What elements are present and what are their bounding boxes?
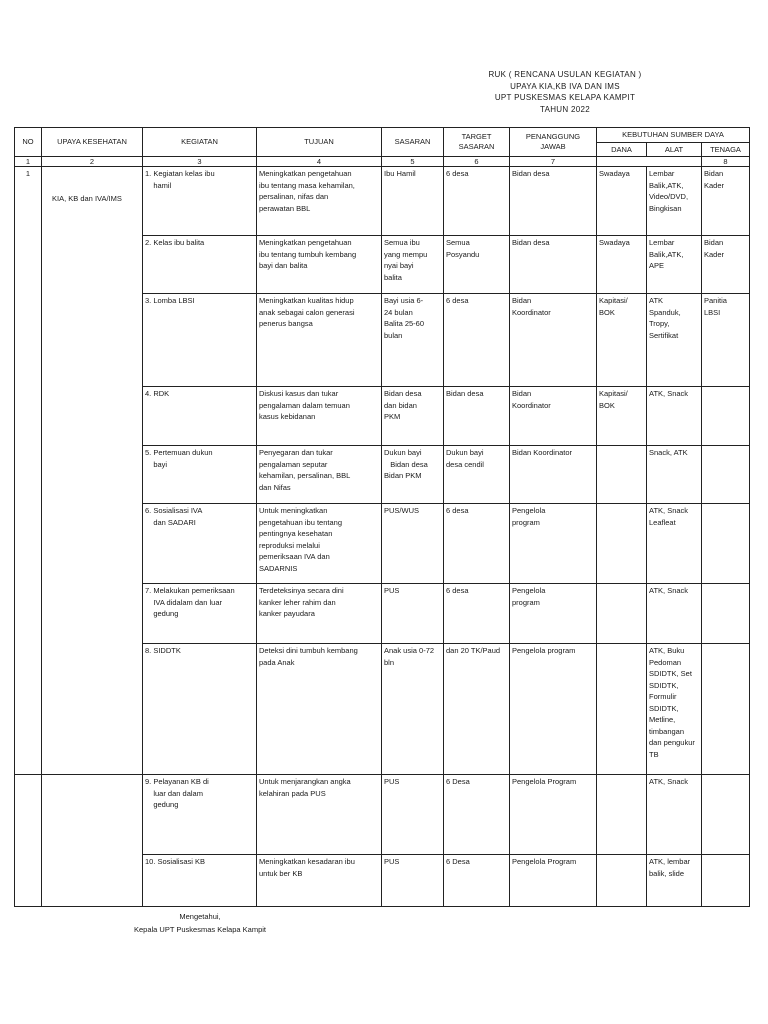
dana-cell-line: BOK [599, 400, 615, 410]
target-cell-line: 6 Desa [446, 857, 470, 866]
kegiatan-cell [143, 584, 257, 644]
kegiatan-cell [143, 504, 257, 584]
tujuan-cell-line: kelahiran pada PUS [259, 788, 326, 798]
sasaran-cell [382, 644, 444, 775]
column-number: 1 [15, 157, 42, 167]
tujuan-cell-line: ibu tentang masa kehamilan, [259, 180, 355, 190]
tujuan-cell-line: kasus kebidanan [259, 412, 316, 421]
penanggung-jawab-cell [510, 775, 597, 855]
alat-cell [647, 167, 702, 236]
kegiatan-cell [143, 446, 257, 504]
kegiatan-cell [143, 855, 257, 907]
signature-acknowledged: Mengetahui, [179, 912, 221, 921]
col-header-target-line2: SASARAN [458, 142, 495, 151]
kegiatan-cell-line: 5. Pertemuan dukun [145, 448, 213, 457]
alat-cell-line: Balik,ATK, [649, 180, 684, 190]
alat-cell-line: ATK, Buku [649, 646, 685, 655]
sasaran-cell [382, 855, 444, 907]
header-title: RUK ( RENCANA USULAN KEGIATAN ) [488, 70, 642, 79]
tenaga-cell [702, 584, 750, 644]
column-number-empty [597, 157, 702, 167]
target-cell-line: 6 desa [446, 169, 469, 178]
column-number: 2 [42, 157, 143, 167]
alat-cell [647, 387, 702, 446]
tujuan-cell-line: perawatan BBL [259, 203, 311, 213]
kegiatan-cell-line: 2. Kelas ibu balita [145, 238, 205, 247]
alat-cell-line: Snack, ATK [649, 448, 688, 457]
tujuan-cell-line: Meningkatkan pengetahuan [259, 238, 352, 247]
tujuan-cell-line: Penyegaran dan tukar [259, 448, 333, 457]
penanggung-jawab-cell [510, 294, 597, 387]
sasaran-cell-line: yang mempu [384, 249, 428, 259]
tenaga-cell-line: LBSI [704, 307, 721, 317]
sasaran-cell-line: Bidan PKM [384, 471, 422, 480]
alat-cell-line: SDIDTK, [649, 680, 679, 690]
tujuan-cell [257, 504, 382, 584]
dana-cell-line: Kapitasi/ [599, 296, 628, 305]
target-cell [444, 294, 510, 387]
sasaran-cell [382, 446, 444, 504]
tujuan-cell [257, 294, 382, 387]
sasaran-cell-line: Anak usia 0-72 [384, 646, 435, 655]
alat-cell-line: ATK, lembar [649, 857, 691, 866]
tujuan-cell-line: Untuk menjarangkan angka [259, 777, 351, 786]
column-number: 7 [510, 157, 597, 167]
dana-cell-line: Swadaya [599, 238, 630, 247]
target-cell-line: Bidan desa [446, 389, 484, 398]
tenaga-cell-line: Panitia [704, 296, 727, 305]
penanggung-jawab-cell-line: Pengelola [512, 586, 546, 595]
tenaga-cell [702, 294, 750, 387]
kegiatan-cell-line: dan SADARI [145, 517, 196, 527]
tenaga-cell-line: Kader [704, 180, 725, 190]
tenaga-cell [702, 236, 750, 294]
alat-cell-line: Leafleat [649, 517, 676, 527]
sasaran-cell-line: Balita 25-60 [384, 319, 425, 328]
col-header-alat: ALAT [647, 143, 702, 157]
tenaga-cell [702, 644, 750, 775]
row-number-cell-empty [15, 775, 42, 907]
tujuan-cell-line: pemeriksaan IVA dan [259, 552, 330, 561]
penanggung-jawab-cell [510, 387, 597, 446]
sasaran-cell-line: dan bidan [384, 400, 417, 410]
penanggung-jawab-cell [510, 644, 597, 775]
dana-cell [597, 504, 647, 584]
kegiatan-cell [143, 167, 257, 236]
alat-cell-line: Metline, [649, 715, 676, 724]
kegiatan-cell-line: bayi [145, 459, 168, 469]
table-body [15, 167, 750, 907]
alat-cell [647, 644, 702, 775]
dana-cell [597, 387, 647, 446]
kegiatan-cell [143, 236, 257, 294]
tujuan-cell-line: pengalaman seputar [259, 459, 328, 469]
penanggung-jawab-cell-line: Bidan desa [512, 238, 550, 247]
sasaran-cell-line: PKM [384, 412, 401, 421]
col-header-no: NO [15, 128, 42, 157]
column-number: 6 [444, 157, 510, 167]
sasaran-cell-line: bulan [384, 330, 403, 340]
sasaran-cell [382, 584, 444, 644]
tenaga-cell-line: Bidan [704, 169, 724, 178]
signature-block [120, 910, 280, 936]
penanggung-jawab-cell-line: Bidan [512, 389, 532, 398]
tujuan-cell-line: Meningkatkan kesadaran ibu [259, 857, 355, 866]
target-cell-line: Posyandu [446, 249, 480, 259]
tujuan-cell [257, 855, 382, 907]
sasaran-cell-line: Bidan desa [384, 389, 422, 398]
tujuan-cell [257, 236, 382, 294]
alat-cell-line: Lembar [649, 169, 675, 178]
alat-cell-line: ATK, Snack [649, 777, 689, 786]
dana-cell [597, 644, 647, 775]
tenaga-cell [702, 387, 750, 446]
target-cell-line: Semua [446, 238, 470, 247]
tujuan-cell [257, 584, 382, 644]
alat-cell-line: timbangan [649, 726, 685, 736]
penanggung-jawab-cell [510, 504, 597, 584]
alat-cell [647, 584, 702, 644]
target-cell [444, 167, 510, 236]
tujuan-cell-line: Meningkatkan kualitas hidup [259, 296, 354, 305]
col-header-pj-line1: PENANGGUNG [525, 132, 581, 141]
tujuan-cell [257, 446, 382, 504]
alat-cell-line: Spanduk, [649, 307, 681, 317]
tujuan-cell-line: Meningkatkan pengetahuan [259, 169, 352, 178]
tujuan-cell-line: kanker payudara [259, 609, 315, 618]
table-header-row [15, 128, 750, 143]
sasaran-cell-line: PUS [384, 586, 400, 595]
alat-cell-line: Video/DVD, [649, 192, 689, 201]
sasaran-cell-line: Ibu Hamil [384, 169, 416, 178]
sasaran-cell [382, 167, 444, 236]
alat-cell-line: ATK, Snack [649, 506, 689, 515]
col-header-sasaran: SASARAN [382, 128, 444, 157]
tenaga-cell-line: Bidan [704, 238, 724, 247]
alat-cell-line: Pedoman [649, 657, 682, 667]
col-header-penanggung-jawab [510, 128, 597, 157]
penanggung-jawab-cell-line: Bidan desa [512, 169, 550, 178]
penanggung-jawab-cell-line: Pengelola Program [512, 777, 577, 786]
sasaran-cell-line: nyai bayi [384, 261, 414, 270]
tujuan-cell-line: untuk ber KB [259, 868, 303, 878]
kegiatan-cell [143, 294, 257, 387]
sasaran-cell-line: 24 bulan [384, 307, 413, 317]
target-cell [444, 446, 510, 504]
penanggung-jawab-cell [510, 236, 597, 294]
target-cell-line: 6 desa [446, 586, 469, 595]
sasaran-cell-line: balita [384, 272, 402, 282]
penanggung-jawab-cell-line: program [512, 517, 540, 527]
sasaran-cell-line: PUS [384, 857, 400, 866]
sasaran-cell [382, 504, 444, 584]
alat-cell [647, 855, 702, 907]
alat-cell [647, 446, 702, 504]
tujuan-cell-line: Deteksi dini tumbuh kembang [259, 646, 358, 655]
tujuan-cell [257, 775, 382, 855]
upaya-kesehatan-cell-empty [42, 775, 143, 907]
kegiatan-cell-line: 7. Melakukan pemeriksaan [145, 586, 235, 595]
dana-cell-line: Kapitasi/ [599, 389, 628, 398]
kegiatan-cell [143, 387, 257, 446]
target-cell [444, 855, 510, 907]
target-cell [444, 387, 510, 446]
tujuan-cell-line: penerus bangsa [259, 319, 313, 328]
target-cell-line: dan 20 TK/Paud [446, 646, 501, 655]
tujuan-cell-line: pengetahuan ibu tentang [259, 517, 342, 527]
column-number: 8 [702, 157, 750, 167]
tujuan-cell [257, 387, 382, 446]
penanggung-jawab-cell [510, 446, 597, 504]
target-cell-line: 6 desa [446, 506, 469, 515]
target-cell-line: 6 Desa [446, 777, 470, 786]
kegiatan-cell-line: 6. Sosialisasi IVA [145, 506, 203, 515]
tujuan-cell-line: reproduksi melalui [259, 540, 320, 550]
tujuan-cell [257, 644, 382, 775]
tenaga-cell [702, 855, 750, 907]
penanggung-jawab-cell [510, 855, 597, 907]
target-cell [444, 236, 510, 294]
header-subtitle: UPAYA KIA,KB IVA DAN IMS [510, 81, 620, 91]
alat-cell-line: ATK, Snack [649, 586, 689, 595]
dana-cell [597, 584, 647, 644]
sasaran-cell [382, 236, 444, 294]
sasaran-cell [382, 387, 444, 446]
dana-cell [597, 775, 647, 855]
dana-cell [597, 855, 647, 907]
col-header-kebutuhan: KEBUTUHAN SUMBER DAYA [597, 128, 750, 143]
tujuan-cell-line: pentingnya kesehatan [259, 529, 333, 538]
kegiatan-cell-line: 1. Kegiatan kelas ibu [145, 169, 215, 178]
penanggung-jawab-cell-line: Koordinator [512, 400, 551, 410]
table-row [15, 167, 750, 236]
penanggung-jawab-cell-line: Bidan [512, 296, 532, 305]
tujuan-cell-line: Untuk meningkatkan [259, 506, 328, 515]
tujuan-cell-line: Diskusi kasus dan tukar [259, 389, 339, 398]
penanggung-jawab-cell [510, 584, 597, 644]
sasaran-cell-line: Semua ibu [384, 238, 420, 247]
dana-cell-line: Swadaya [599, 169, 630, 178]
tujuan-cell-line: kanker leher rahim dan [259, 597, 336, 607]
kegiatan-cell-line: gedung [145, 609, 179, 618]
col-header-tenaga: TENAGA [702, 143, 750, 157]
sasaran-cell-line: Bidan desa [384, 459, 428, 469]
tujuan-cell-line: bayi dan balita [259, 261, 308, 270]
col-header-target [444, 128, 510, 157]
alat-cell-line: Sertifikat [649, 330, 679, 340]
alat-cell-line: APE [649, 261, 665, 270]
kegiatan-cell [143, 775, 257, 855]
alat-cell-line: dan pengukur [649, 738, 695, 747]
target-cell [444, 644, 510, 775]
kegiatan-cell-line: luar dan dalam [145, 788, 203, 798]
kegiatan-cell-line: gedung [145, 800, 179, 809]
alat-cell [647, 294, 702, 387]
column-number: 4 [257, 157, 382, 167]
sasaran-cell [382, 294, 444, 387]
tenaga-cell [702, 167, 750, 236]
kegiatan-cell-line: IVA didalam dan luar [145, 597, 222, 607]
col-header-dana: DANA [597, 143, 647, 157]
dana-cell-line: BOK [599, 307, 615, 317]
kegiatan-cell-line: 10. Sosialisasi KB [145, 857, 206, 866]
target-cell-line: 6 desa [446, 296, 469, 305]
dana-cell [597, 446, 647, 504]
target-cell [444, 504, 510, 584]
kegiatan-cell-line: hamil [145, 180, 172, 190]
sasaran-cell-line: Bayi usia 6- [384, 296, 424, 305]
alat-cell-line: ATK, Snack [649, 389, 689, 398]
document-header [460, 69, 670, 115]
col-header-target-line1: TARGET [461, 132, 492, 141]
alat-cell-line: SDIDTK, [649, 703, 679, 713]
target-cell-line: Dukun bayi [446, 448, 484, 457]
target-cell [444, 775, 510, 855]
column-number: 3 [143, 157, 257, 167]
table-row [15, 775, 750, 855]
col-header-pj-line2: JAWAB [540, 142, 566, 151]
col-header-kegiatan: KEGIATAN [143, 128, 257, 157]
signature-title: Kepala UPT Puskesmas Kelapa Kampit [133, 925, 266, 934]
alat-cell-line: Lembar [649, 238, 675, 247]
sasaran-cell-line: bln [384, 657, 395, 667]
alat-cell-line: Balik,ATK, [649, 249, 684, 259]
alat-cell [647, 775, 702, 855]
target-cell [444, 584, 510, 644]
sasaran-cell-line: Dukun bayi [384, 448, 422, 457]
tujuan-cell-line: pada Anak [259, 657, 295, 667]
kegiatan-cell-line: 9. Pelayanan KB di [145, 777, 209, 786]
alat-cell [647, 236, 702, 294]
penanggung-jawab-cell-line: Koordinator [512, 307, 551, 317]
kegiatan-cell-line: 8. SIDDTK [145, 646, 181, 655]
dana-cell [597, 294, 647, 387]
penanggung-jawab-cell-line: program [512, 597, 540, 607]
tujuan-cell-line: ibu tentang tumbuh kembang [259, 249, 357, 259]
tujuan-cell-line: dan Nifas [259, 482, 291, 492]
sasaran-cell [382, 775, 444, 855]
tenaga-cell [702, 504, 750, 584]
tujuan-cell-line: anak sebagai calon generasi [259, 307, 355, 317]
alat-cell [647, 504, 702, 584]
tenaga-cell-line: Kader [704, 249, 725, 259]
tujuan-cell [257, 167, 382, 236]
col-header-tujuan: TUJUAN [257, 128, 382, 157]
sasaran-cell-line: PUS [384, 777, 400, 786]
dana-cell [597, 167, 647, 236]
tujuan-cell-line: persalinan, nifas dan [259, 192, 329, 201]
tujuan-cell-line: pengalaman dalam temuan [259, 400, 350, 410]
alat-cell-line: TB [649, 749, 659, 759]
penanggung-jawab-cell-line: Pengelola program [512, 646, 576, 655]
tujuan-cell-line: Terdeteksinya secara dini [259, 586, 344, 595]
col-header-upaya: UPAYA KESEHATAN [42, 128, 143, 157]
tujuan-cell-line: SADARNIS [259, 563, 298, 573]
kegiatan-cell-line: 3. Lomba LBSI [145, 296, 195, 305]
header-institution: UPT PUSKESMAS KELAPA KAMPIT [494, 93, 636, 102]
penanggung-jawab-cell-line: Pengelola [512, 506, 546, 515]
alat-cell-line: Tropy, [649, 319, 670, 328]
kegiatan-cell-line: 4. RDK [145, 389, 170, 398]
penanggung-jawab-cell-line: Bidan Koordinator [512, 448, 573, 457]
penanggung-jawab-cell [510, 167, 597, 236]
alat-cell-line: Formulir [649, 692, 677, 701]
dana-cell [597, 236, 647, 294]
penanggung-jawab-cell-line: Pengelola Program [512, 857, 577, 866]
column-number: 5 [382, 157, 444, 167]
tenaga-cell [702, 775, 750, 855]
target-cell-line: desa cendil [446, 459, 484, 469]
ruk-table [14, 127, 750, 907]
alat-cell-line: ATK [649, 296, 664, 305]
upaya-kesehatan-cell: KIA, KB dan IVA/IMS [42, 167, 143, 775]
tujuan-cell-line: kehamilan, persalinan, BBL [259, 471, 351, 480]
column-number-row [15, 157, 750, 167]
row-number-cell: 1 [15, 167, 42, 775]
alat-cell-line: balik, slide [649, 868, 685, 878]
sasaran-cell-line: PUS/WUS [384, 506, 420, 515]
kegiatan-cell [143, 644, 257, 775]
header-year: TAHUN 2022 [540, 104, 590, 114]
alat-cell-line: Bingkisan [649, 203, 682, 213]
tenaga-cell [702, 446, 750, 504]
alat-cell-line: SDIDTK, Set [649, 669, 692, 678]
